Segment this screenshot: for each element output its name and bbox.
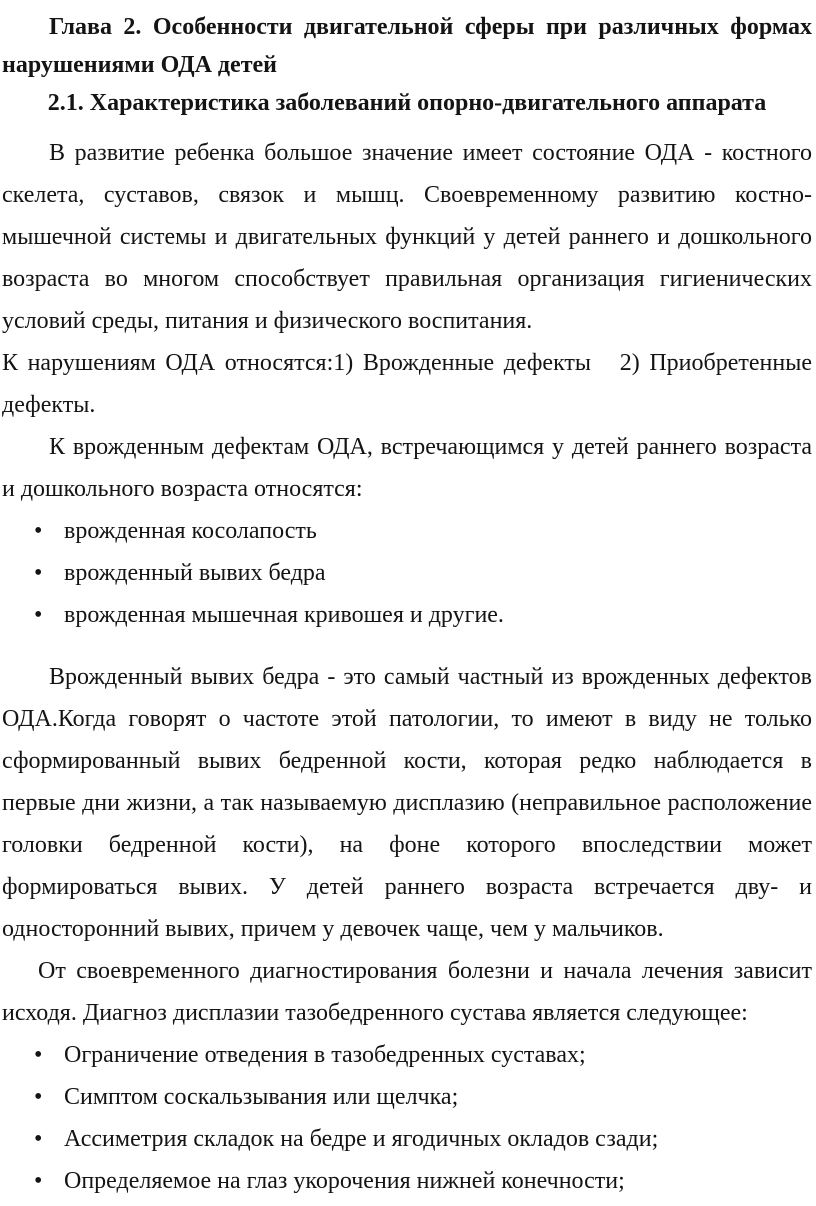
text-line: мышечной системы и двигательных функций у детей раннего и дошкольного xyxy=(2,224,812,250)
text-line: К врожденным дефектам ОДА, встречающимся у детей раннего возраста xyxy=(49,434,812,460)
list-item-text: врожденный вывих бедра xyxy=(64,560,326,586)
list-item-text: Ассиметрия складок на бедре и ягодичных окладов сзади; xyxy=(64,1126,659,1152)
text-line: и дошкольного возраста относятся: xyxy=(2,476,363,502)
text-line: Врожденный вывих бедра - это самый частный из врожденных дефектов xyxy=(49,664,812,690)
bullet-icon: • xyxy=(34,1126,43,1152)
bullet-icon: • xyxy=(34,1168,43,1194)
bullet-list xyxy=(2,510,812,636)
chapter-title xyxy=(2,8,812,84)
bullet-icon: • xyxy=(34,1042,43,1068)
text-line: скелета, суставов, связок и мышц. Своевременному развитию костно- xyxy=(2,182,812,208)
paragraph xyxy=(2,342,812,426)
section-heading xyxy=(2,84,812,122)
bullet-icon: • xyxy=(34,560,43,586)
bullet-icon: • xyxy=(34,1084,43,1110)
text-line: формироваться вывих. У детей раннего возраста встречается дву- и xyxy=(2,874,812,900)
paragraph xyxy=(2,656,812,950)
list-item xyxy=(2,1034,812,1076)
text-line: В развитие ребенка большое значение имеет состояние ОДА - костного xyxy=(49,140,812,166)
list-item-text: Определяемое на глаз укорочения нижней конечности; xyxy=(64,1168,625,1194)
text-line: нарушениями ОДА детей xyxy=(2,52,277,78)
text-line: ОДА.Когда говорят о частоте этой патологии, то имеют в виду не только xyxy=(2,706,812,732)
list-item xyxy=(2,510,812,552)
text-line: К нарушениям ОДА относятся:1) Врожденные дефекты 2) Приобретенные xyxy=(2,350,812,376)
text-line: исходя. Диагноз дисплазии тазобедренного сустава является следующее: xyxy=(2,1000,748,1026)
text-line: возраста во многом способствует правильная организация гигиенических xyxy=(2,266,812,292)
bullet-icon: • xyxy=(34,518,43,544)
text-line: Глава 2. Особенности двигательной сферы при различных формах xyxy=(49,14,812,40)
text-line: условий среды, питания и физического воспитания. xyxy=(2,308,533,334)
paragraph xyxy=(2,132,812,342)
paragraph xyxy=(2,426,812,510)
text-line: 2.1. Характеристика заболеваний опорно-двигательного аппарата xyxy=(47,90,767,116)
paragraph xyxy=(2,950,812,1034)
list-item-text: Ограничение отведения в тазобедренных суставах; xyxy=(64,1042,586,1068)
list-item xyxy=(2,594,812,636)
text-line: односторонний вывих, причем у девочек чаще, чем у мальчиков. xyxy=(2,916,664,942)
text-line: дефекты. xyxy=(2,392,96,418)
bullet-list xyxy=(2,1034,812,1202)
list-item-text: Симптом соскальзывания или щелчка; xyxy=(64,1084,459,1110)
text-line: От своевременного диагностирования болезни и начала лечения зависит xyxy=(38,958,812,984)
list-item-text: врожденная мышечная кривошея и другие. xyxy=(64,602,504,628)
text-line: головки бедренной кости), на фоне которого впоследствии может xyxy=(2,832,812,858)
text-line: первые дни жизни, а так называемую дисплазию (неправильное расположение xyxy=(2,790,812,816)
list-item xyxy=(2,1076,812,1118)
list-item xyxy=(2,1160,812,1202)
list-item xyxy=(2,552,812,594)
list-item xyxy=(2,1118,812,1160)
list-item-text: врожденная косолапость xyxy=(64,518,317,544)
bullet-icon: • xyxy=(34,602,43,628)
text-line: сформированный вывих бедренной кости, которая редко наблюдается в xyxy=(2,748,812,774)
